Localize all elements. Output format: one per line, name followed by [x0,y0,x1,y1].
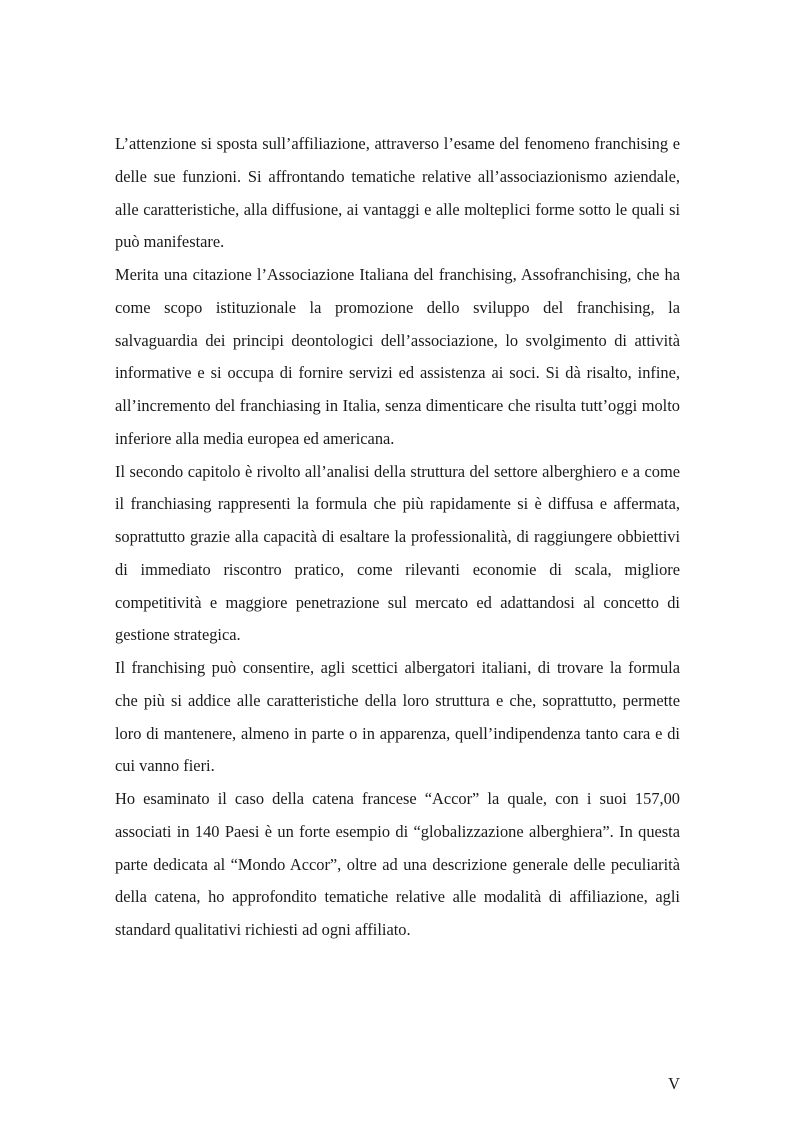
page-number: V [668,1074,680,1093]
paragraph-accor: Ho esaminato il caso della catena francese “Accor” la quale, con i suoi 157,00 associati in 140 Paesi è un forte esempio di “globalizzazione alberghiera”. In questa parte dedicata al “Mondo Accor”, oltre ad una descrizione generale delle peculiarità della catena, ho approfondito tematiche relative alle modalità di affiliazione, agli standard qualitativi richiesti ad ogni affiliato. [115,789,680,939]
paragraph-settore-alberghiero: Il secondo capitolo è rivolto all’analisi della struttura del settore alberghiero e a come il franchiasing rappresenti la formula che più rapidamente si è diffusa e affermata, soprattutto grazie alla capacità di esaltare la professionalità, di raggiungere obbiettivi di immediato riscontro pratico, come rilevanti economie di scala, migliore competitività e maggiore penetrazione sul mercato ed adattandosi al concetto di gestione strategica. [115,461,680,645]
paragraph-affiliazione: L’attenzione si sposta sull’affiliazione, attraverso l’esame del fenomeno franchising e delle sue funzioni. Si affrontando tematiche relative all’associazionismo aziendale, alle caratteristiche, alla diffusione, ai vantaggi e alle molteplici forme sotto le quali si può manifestare. [115,134,680,252]
paragraph-albergatori-italiani: Il franchising può consentire, agli scettici albergatori italiani, di trovare la formula che più si addice alle caratteristiche della loro struttura e che, soprattutto, permette loro di mantenere, almeno in parte o in apparenza, quell’indipendenza tanto cara e di cui vanno fieri. [115,658,680,776]
body-text [115,128,680,947]
paragraph-assofranchising: Merita una citazione l’Associazione Italiana del franchising, Assofranchising, che ha come scopo istituzionale la promozione dello sviluppo del franchising, la salvaguardia dei principi deontologici dell’associazione, lo svolgimento di attività informative e si occupa di fornire servizi ed assistenza ai soci. Si dà risalto, infine, all’incremento del franchiasing in Italia, senza dimenticare che risulta tutt’oggi molto inferiore alla media europea ed americana. [115,265,680,448]
